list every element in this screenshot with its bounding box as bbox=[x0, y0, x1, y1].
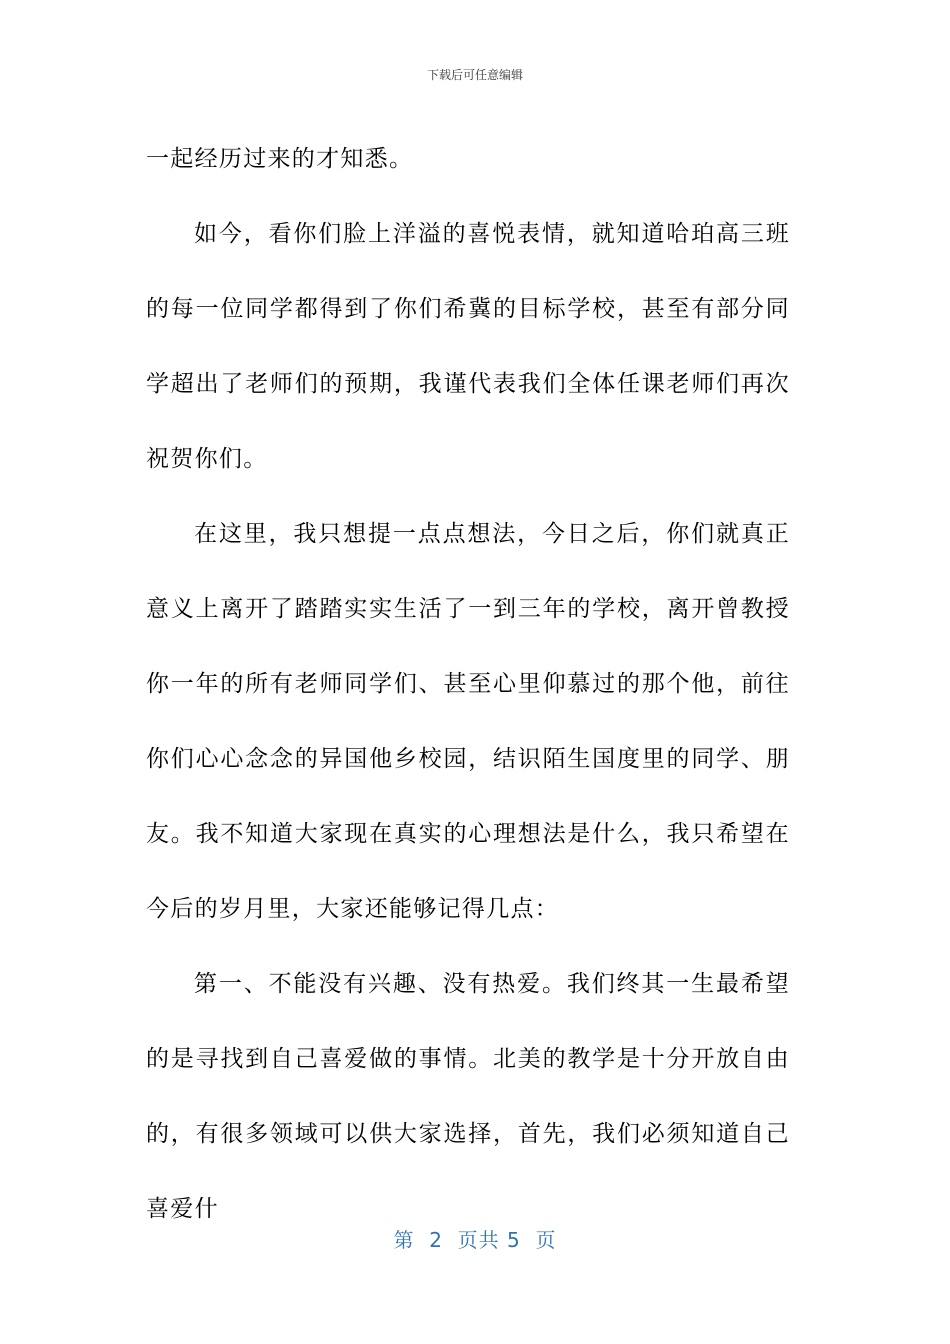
header-note: 下载后可任意编辑 bbox=[426, 68, 523, 82]
page-number-footer: 第 2 页共 5 页 bbox=[393, 1228, 557, 1252]
document-body bbox=[146, 122, 790, 1247]
paragraph-continuation: 一起经历过来的才知悉。 bbox=[146, 146, 414, 172]
paragraph-thoughts: 在这里，我只想提一点点想法，今日之后，你们就真正意义上离开了踏踏实实生活了一到三年的学校，离开曾教授你一年的所有老师同学们、甚至心里仰慕过的那个他，前往你们心心念念的异国他乡校园，结识陌生国度里的同学、朋友。我不知道大家现在真实的心理想法是什么，我只希望在今后的岁月里，大家还能够记得几点： bbox=[146, 521, 790, 922]
paragraph-congratulations: 如今，看你们脸上洋溢的喜悦表情，就知道哈珀高三班的每一位同学都得到了你们希冀的目标学校，甚至有部分同学超出了老师们的预期，我谨代表我们全体任课老师们再次祝贺你们。 bbox=[146, 221, 790, 472]
paragraph-point-one: 第一、不能没有兴趣、没有热爱。我们终其一生最希望的是寻找到自己喜爱做的事情。北美的教学是十分开放自由的，有很多领域可以供大家选择，首先，我们必须知道自己喜爱什 bbox=[146, 971, 790, 1222]
